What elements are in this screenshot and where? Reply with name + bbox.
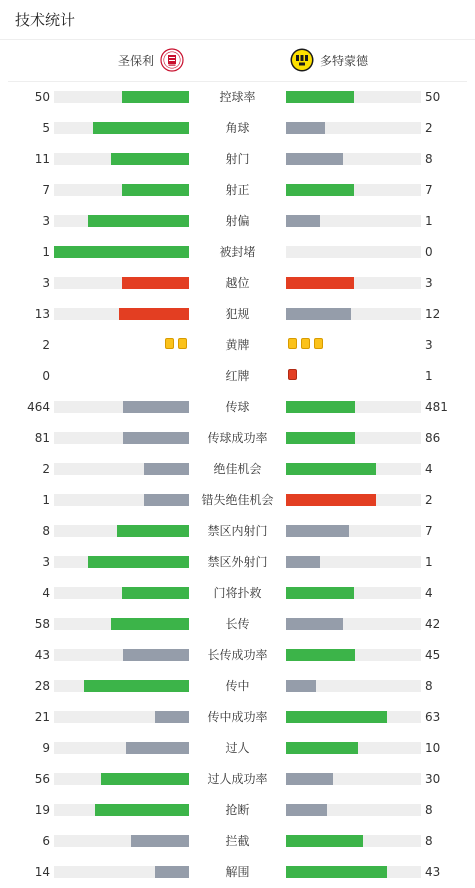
home-bar-fill <box>126 742 189 754</box>
away-bar-fill <box>286 711 387 723</box>
yellow-card-icon <box>288 338 297 349</box>
home-bar-track <box>54 556 189 568</box>
stat-label: 黄牌 <box>225 338 250 352</box>
stat-label: 犯规 <box>225 307 250 321</box>
away-bar-fill <box>286 525 349 537</box>
away-cards <box>286 369 299 380</box>
stat-row <box>0 609 475 640</box>
away-bar-track <box>286 866 421 878</box>
away-bar-fill <box>286 463 376 475</box>
stat-label: 门将扑救 <box>213 586 262 600</box>
away-bar-track <box>286 463 421 475</box>
home-bar-fill <box>155 866 189 878</box>
home-bar-track <box>54 494 189 506</box>
away-bar-track <box>286 432 421 444</box>
home-bar-fill <box>155 711 189 723</box>
away-value: 50 <box>425 90 441 104</box>
home-bar-track <box>54 215 189 227</box>
stat-row <box>0 454 475 485</box>
stat-label: 射门 <box>225 152 250 166</box>
away-value: 10 <box>425 741 441 755</box>
home-bar-fill <box>144 494 189 506</box>
away-bar-fill <box>286 184 354 196</box>
away-bar-fill <box>286 277 354 289</box>
home-value: 13 <box>34 307 50 321</box>
stat-label: 越位 <box>225 276 250 290</box>
yellow-card-icon <box>314 338 323 349</box>
home-team[interactable] <box>118 48 184 72</box>
away-bar-track <box>286 773 421 785</box>
home-bar-fill <box>117 525 189 537</box>
away-bar-fill <box>286 401 355 413</box>
home-bar-fill <box>84 680 189 692</box>
home-bar-track <box>54 463 189 475</box>
stat-label: 长传 <box>225 617 250 631</box>
home-bar-track <box>54 525 189 537</box>
away-bar-track <box>286 246 421 258</box>
home-value: 28 <box>34 679 50 693</box>
red-card-icon <box>288 369 297 380</box>
stat-label: 射偏 <box>225 214 250 228</box>
stat-label: 传中 <box>225 679 250 693</box>
home-value: 58 <box>34 617 50 631</box>
away-team[interactable] <box>290 48 368 72</box>
yellow-card-icon <box>165 338 174 349</box>
away-bar-track <box>286 153 421 165</box>
stat-label: 传球成功率 <box>207 431 268 445</box>
home-bar-track <box>54 618 189 630</box>
home-bar-fill <box>131 835 189 847</box>
home-bar-track <box>54 866 189 878</box>
home-bar-track <box>54 835 189 847</box>
away-bar-fill <box>286 587 354 599</box>
stat-row <box>0 330 475 361</box>
home-bar-fill <box>88 556 189 568</box>
away-bar-track <box>286 835 421 847</box>
away-value: 12 <box>425 307 441 321</box>
home-value: 14 <box>34 865 50 879</box>
away-bar-track <box>286 804 421 816</box>
home-value: 11 <box>34 152 50 166</box>
home-team-name: 圣保利 <box>117 53 154 68</box>
home-cards <box>163 338 189 349</box>
home-bar-fill <box>119 308 189 320</box>
away-bar-track <box>286 494 421 506</box>
away-bar-fill <box>286 432 355 444</box>
away-bar-fill <box>286 618 343 630</box>
home-value: 0 <box>42 369 50 383</box>
stat-label: 过人成功率 <box>207 772 268 786</box>
home-value: 3 <box>42 214 50 228</box>
away-bar-fill <box>286 866 387 878</box>
stat-row <box>0 578 475 609</box>
away-bar-fill <box>286 742 358 754</box>
away-bar-track <box>286 556 421 568</box>
home-bar-track <box>54 742 189 754</box>
away-value: 3 <box>425 276 433 290</box>
away-value: 43 <box>425 865 441 879</box>
home-bar-track <box>54 401 189 413</box>
home-bar-track <box>54 804 189 816</box>
home-value: 2 <box>42 338 50 352</box>
stat-label: 拦截 <box>225 834 250 848</box>
stat-row <box>0 392 475 423</box>
page-title: 技术统计 <box>15 11 76 29</box>
away-team-name: 多特蒙德 <box>320 53 369 68</box>
home-bar-fill <box>88 215 189 227</box>
away-bar-track <box>286 215 421 227</box>
away-bar-fill <box>286 308 351 320</box>
home-value: 43 <box>34 648 50 662</box>
stat-label: 被封堵 <box>219 245 256 259</box>
away-bar-track <box>286 587 421 599</box>
home-bar-track <box>54 153 189 165</box>
home-value: 3 <box>42 276 50 290</box>
away-bar-fill <box>286 122 325 134</box>
home-value: 1 <box>42 245 50 259</box>
away-bar-track <box>286 308 421 320</box>
home-bar-fill <box>54 246 189 258</box>
away-bar-track <box>286 649 421 661</box>
away-bar-track <box>286 711 421 723</box>
stat-row <box>0 733 475 764</box>
home-bar-fill <box>123 401 189 413</box>
away-value: 8 <box>425 679 433 693</box>
away-bar-fill <box>286 556 320 568</box>
stat-label: 抢断 <box>225 803 250 817</box>
home-value: 9 <box>42 741 50 755</box>
away-value: 0 <box>425 245 433 259</box>
stat-label: 禁区内射门 <box>207 524 268 538</box>
home-bar-track <box>54 308 189 320</box>
stat-label: 错失绝佳机会 <box>201 493 274 507</box>
home-value: 1 <box>42 493 50 507</box>
home-bar-fill <box>111 618 189 630</box>
away-value: 1 <box>425 555 433 569</box>
away-value: 1 <box>425 214 433 228</box>
home-bar-fill <box>123 649 189 661</box>
home-bar-fill <box>122 91 190 103</box>
stats-header <box>0 0 475 40</box>
away-bar-track <box>286 742 421 754</box>
away-bar-track <box>286 184 421 196</box>
yellow-card-icon <box>178 338 187 349</box>
st-pauli-logo-icon <box>160 48 184 72</box>
away-bar-fill <box>286 649 355 661</box>
stat-row <box>0 795 475 826</box>
home-value: 21 <box>34 710 50 724</box>
home-bar-fill <box>122 587 190 599</box>
away-bar-fill <box>286 494 376 506</box>
home-bar-track <box>54 680 189 692</box>
away-value: 63 <box>425 710 441 724</box>
away-value: 1 <box>425 369 433 383</box>
home-value: 464 <box>27 400 50 414</box>
home-value: 3 <box>42 555 50 569</box>
home-bar-fill <box>122 184 190 196</box>
bvb-logo-icon <box>290 48 314 72</box>
home-bar-track <box>54 587 189 599</box>
away-bar-fill <box>286 804 327 816</box>
away-value: 4 <box>425 462 433 476</box>
home-bar-fill <box>111 153 189 165</box>
stat-row <box>0 702 475 733</box>
away-value: 8 <box>425 834 433 848</box>
home-value: 81 <box>34 431 50 445</box>
yellow-card-icon <box>301 338 310 349</box>
home-value: 8 <box>42 524 50 538</box>
home-value: 7 <box>42 183 50 197</box>
stat-row <box>0 423 475 454</box>
away-value: 481 <box>425 400 448 414</box>
stat-label: 角球 <box>225 121 250 135</box>
home-bar-track <box>54 246 189 258</box>
stat-label: 传中成功率 <box>207 710 268 724</box>
away-value: 2 <box>425 121 433 135</box>
home-value: 50 <box>34 90 50 104</box>
away-value: 3 <box>425 338 433 352</box>
stat-label: 过人 <box>225 741 250 755</box>
home-bar-track <box>54 649 189 661</box>
away-value: 7 <box>425 183 433 197</box>
away-value: 8 <box>425 152 433 166</box>
stat-row <box>0 764 475 795</box>
home-value: 4 <box>42 586 50 600</box>
away-value: 7 <box>425 524 433 538</box>
stat-row <box>0 175 475 206</box>
away-bar-track <box>286 680 421 692</box>
home-value: 6 <box>42 834 50 848</box>
teams-bar <box>8 40 467 82</box>
stat-label: 控球率 <box>219 90 256 104</box>
away-bar-track <box>286 401 421 413</box>
home-value: 2 <box>42 462 50 476</box>
home-bar-fill <box>101 773 189 785</box>
away-bar-track <box>286 277 421 289</box>
stat-row <box>0 361 475 392</box>
stat-label: 解围 <box>225 865 250 879</box>
home-bar-track <box>54 711 189 723</box>
home-bar-fill <box>123 432 189 444</box>
stat-label: 射正 <box>225 183 250 197</box>
away-bar-track <box>286 618 421 630</box>
stat-row <box>0 237 475 268</box>
stat-row <box>0 485 475 516</box>
stat-row <box>0 82 475 113</box>
stat-label: 绝佳机会 <box>213 462 262 476</box>
stat-row <box>0 516 475 547</box>
away-bar-fill <box>286 835 363 847</box>
home-bar-track <box>54 184 189 196</box>
stat-row <box>0 671 475 702</box>
away-bar-fill <box>286 91 354 103</box>
away-bar-fill <box>286 680 316 692</box>
stat-label: 禁区外射门 <box>207 555 268 569</box>
home-bar-track <box>54 122 189 134</box>
away-value: 42 <box>425 617 441 631</box>
away-value: 4 <box>425 586 433 600</box>
home-value: 19 <box>34 803 50 817</box>
away-cards <box>286 338 325 349</box>
home-value: 56 <box>34 772 50 786</box>
stat-row <box>0 547 475 578</box>
away-value: 86 <box>425 431 441 445</box>
stat-label: 长传成功率 <box>207 648 268 662</box>
stat-row <box>0 299 475 330</box>
away-value: 2 <box>425 493 433 507</box>
stat-row <box>0 268 475 299</box>
stat-label: 传球 <box>225 400 250 414</box>
stat-row <box>0 206 475 237</box>
away-bar-fill <box>286 215 320 227</box>
home-bar-fill <box>122 277 190 289</box>
home-value: 5 <box>42 121 50 135</box>
home-bar-fill <box>93 122 189 134</box>
stat-row <box>0 826 475 857</box>
home-bar-track <box>54 773 189 785</box>
home-bar-track <box>54 277 189 289</box>
away-bar-track <box>286 122 421 134</box>
away-value: 45 <box>425 648 441 662</box>
away-bar-track <box>286 91 421 103</box>
away-bar-fill <box>286 153 343 165</box>
away-value: 8 <box>425 803 433 817</box>
stat-label: 红牌 <box>225 369 250 383</box>
home-bar-track <box>54 432 189 444</box>
away-bar-track <box>286 525 421 537</box>
stat-row <box>0 857 475 888</box>
away-bar-fill <box>286 773 333 785</box>
away-value: 30 <box>425 772 441 786</box>
stat-row <box>0 144 475 175</box>
home-bar-track <box>54 91 189 103</box>
home-bar-fill <box>144 463 189 475</box>
home-bar-fill <box>95 804 190 816</box>
stat-row <box>0 640 475 671</box>
stat-row <box>0 113 475 144</box>
